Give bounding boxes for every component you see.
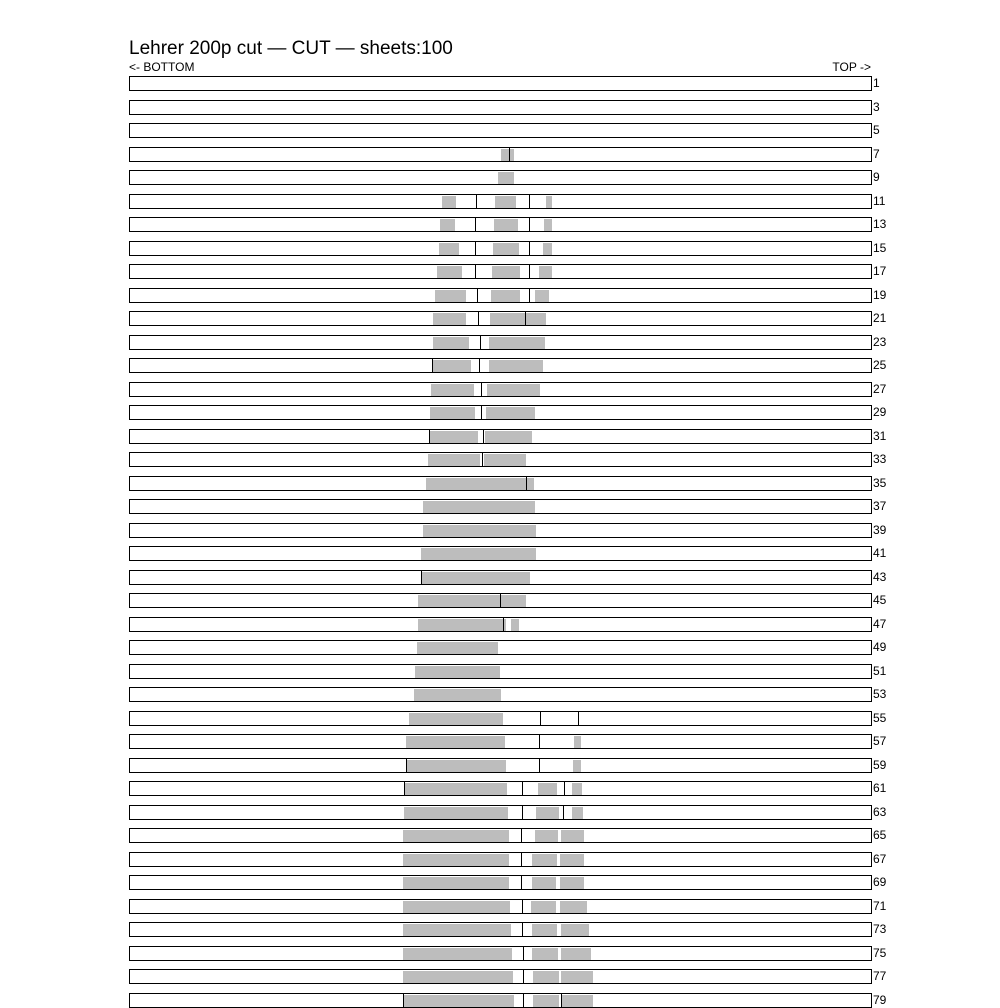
sheet-row [129,922,872,937]
cut-segment [433,313,466,325]
sheet-row [129,828,872,843]
cut-mark [429,430,430,443]
sheet-row [129,899,872,914]
sheet-row [129,170,872,185]
cut-segment [561,830,584,842]
sheet-number-label: 67 [873,852,887,866]
cut-mark [529,195,530,208]
cut-segment [414,689,501,701]
cut-segment [404,783,507,795]
cut-mark [522,923,523,936]
sheet-number-label: 75 [873,946,887,960]
cut-mark [521,853,522,866]
sheet-number-label: 57 [873,734,887,748]
cut-segment [435,290,465,302]
sheet-number-label: 45 [873,593,887,607]
cut-segment [439,243,459,255]
cut-mark [523,970,524,983]
sheet-row [129,452,872,467]
sheet-row [129,523,872,538]
sheet-number-label: 37 [873,499,887,513]
sheet-number-label: 17 [873,264,887,278]
cut-segment [423,501,535,513]
cut-mark [479,359,480,372]
cut-segment [442,196,456,208]
sheet-number-label: 61 [873,781,887,795]
cut-segment [484,454,525,466]
sheet-row [129,781,872,796]
cut-segment [494,219,518,231]
cut-segment [491,290,521,302]
cut-mark [539,759,540,772]
sheet-number-label: 43 [873,570,887,584]
cut-segment [421,548,536,560]
cut-segment [544,219,552,231]
cut-mark [529,265,530,278]
cut-segment [403,924,511,936]
sheet-row [129,664,872,679]
cut-mark [522,900,523,913]
cut-mark [432,359,433,372]
sheet-row [129,805,872,820]
cut-mark [475,265,476,278]
cut-mark [475,218,476,231]
cut-segment [403,830,508,842]
cut-segment [539,266,552,278]
sheet-number-label: 65 [873,828,887,842]
cut-segment [493,243,519,255]
sheet-number-label: 47 [873,617,887,631]
cut-mark [540,712,541,725]
cut-mark [539,735,540,748]
cut-segment [535,830,559,842]
sheet-row [129,335,872,350]
sheet-row [129,546,872,561]
cut-mark [406,759,407,772]
cut-mark [578,712,579,725]
cut-mark [564,782,565,795]
sheet-number-label: 55 [873,711,887,725]
cut-segment [560,877,584,889]
sheet-row [129,358,872,373]
sheet-number-label: 59 [873,758,887,772]
sheet-number-label: 41 [873,546,887,560]
cut-mark [480,336,481,349]
cut-segment [409,713,503,725]
cut-segment [418,619,505,631]
sheet-row [129,993,872,1008]
cut-mark [529,242,530,255]
sheet-number-label: 21 [873,311,887,325]
sheet-row [129,429,872,444]
cut-segment [422,572,530,584]
sheet-number-label: 19 [873,288,887,302]
sheet-number-label: 51 [873,664,887,678]
cut-segment [430,431,477,443]
cut-segment [403,901,510,913]
sheet-row [129,758,872,773]
cut-mark [529,218,530,231]
cut-segment [437,266,462,278]
sheet-number-label: 79 [873,993,887,1007]
cut-segment [535,290,550,302]
cut-mark [500,594,501,607]
sheet-number-label: 7 [873,147,880,161]
cut-mark [476,195,477,208]
cut-mark [522,806,523,819]
cut-segment [560,901,587,913]
cut-segment [546,196,553,208]
cut-segment [533,995,559,1007]
cut-mark [523,994,524,1007]
sheet-row [129,946,872,961]
cut-mark [521,829,522,842]
cut-segment [532,924,557,936]
cut-mark [561,994,562,1007]
sheet-row [129,241,872,256]
cut-segment [485,431,532,443]
cut-mark [478,312,479,325]
cut-segment [532,948,559,960]
cut-segment [417,642,499,654]
sheet-number-label: 71 [873,899,887,913]
cut-segment [561,948,591,960]
sheet-row [129,852,872,867]
cut-segment [403,971,513,983]
cut-segment [431,384,474,396]
cut-segment [561,971,593,983]
sheet-number-label: 31 [873,429,887,443]
sheet-number-label: 27 [873,382,887,396]
sheet-row [129,734,872,749]
cut-segment [440,219,455,231]
sheet-row [129,476,872,491]
sheet-row [129,405,872,420]
cut-mark [421,571,422,584]
cut-mark [475,242,476,255]
cut-segment [560,854,584,866]
cut-mark [477,289,478,302]
sheet-row [129,76,872,91]
cut-segment [489,337,545,349]
cut-mark [523,947,524,960]
cut-segment [403,854,510,866]
sheet-row [129,617,872,632]
sheet-number-label: 77 [873,969,887,983]
sheet-row [129,711,872,726]
cut-segment [536,807,559,819]
sheet-row [129,570,872,585]
sheet-row [129,264,872,279]
cut-segment [498,172,514,184]
sheet-row [129,147,872,162]
sheet-number-label: 13 [873,217,887,231]
sheet-row [129,640,872,655]
cut-mark [483,430,484,443]
sheet-number-label: 53 [873,687,887,701]
cut-segment [538,783,557,795]
sheet-number-label: 33 [873,452,887,466]
cut-segment [531,901,556,913]
sheet-number-label: 5 [873,123,880,137]
cut-mark [481,383,482,396]
cut-mark [503,618,504,631]
sheet-row [129,875,872,890]
sheet-number-label: 39 [873,523,887,537]
sheet-number-label: 11 [873,194,886,208]
cut-segment [532,854,556,866]
cut-segment [532,877,556,889]
cut-segment [511,619,519,631]
cut-mark [526,477,527,490]
cut-segment [426,478,534,490]
sheet-number-label: 9 [873,170,880,184]
cut-segment [403,995,514,1007]
cut-mark [404,782,405,795]
cut-segment [403,877,510,889]
cut-segment [407,760,506,772]
cut-segment [432,360,471,372]
cut-segment [418,595,526,607]
sheet-row [129,288,872,303]
cut-mark [481,406,482,419]
cut-segment [543,243,553,255]
cut-segment [573,760,581,772]
cut-segment [572,807,584,819]
sheet-row [129,593,872,608]
sheet-number-label: 1 [873,76,880,90]
sheet-number-label: 63 [873,805,887,819]
cut-segment [561,924,590,936]
cut-segment [486,407,535,419]
sheet-number-label: 3 [873,100,880,114]
top-direction-label: TOP -> [832,60,871,74]
sheet-number-label: 15 [873,241,887,255]
cut-segment [489,360,544,372]
cut-mark [403,994,404,1007]
cut-mark [509,148,510,161]
cut-segment [572,783,582,795]
sheet-number-label: 29 [873,405,887,419]
cut-segment [433,337,469,349]
cut-segment [490,313,546,325]
cut-segment [495,196,516,208]
cut-segment [430,407,475,419]
sheet-row [129,311,872,326]
cut-segment [574,736,581,748]
sheet-number-label: 35 [873,476,887,490]
sheet-number-label: 49 [873,640,887,654]
cut-mark [529,289,530,302]
sheet-number-label: 25 [873,358,887,372]
sheet-number-label: 73 [873,922,887,936]
bottom-direction-label: <- BOTTOM [129,60,195,74]
sheet-row [129,499,872,514]
cut-segment [487,384,540,396]
sheet-row [129,687,872,702]
cut-segment [501,149,514,161]
cut-mark [522,782,523,795]
cut-segment [561,995,593,1007]
cut-segment [533,971,559,983]
cut-mark [525,312,526,325]
cut-segment [492,266,520,278]
sheet-row [129,100,872,115]
sheet-number-label: 69 [873,875,887,889]
cut-segment [403,948,513,960]
cut-segment [406,736,505,748]
cut-segment [404,807,508,819]
sheet-row [129,382,872,397]
sheet-row [129,217,872,232]
sheet-number-label: 23 [873,335,887,349]
sheet-row [129,969,872,984]
cut-mark [521,876,522,889]
sheet-row [129,194,872,209]
chart-title: Lehrer 200p cut — CUT — sheets:100 [129,38,453,59]
cut-segment [423,525,536,537]
cut-segment [428,454,480,466]
sheet-row [129,123,872,138]
cut-mark [563,806,564,819]
cut-mark [482,453,483,466]
cut-segment [415,666,499,678]
